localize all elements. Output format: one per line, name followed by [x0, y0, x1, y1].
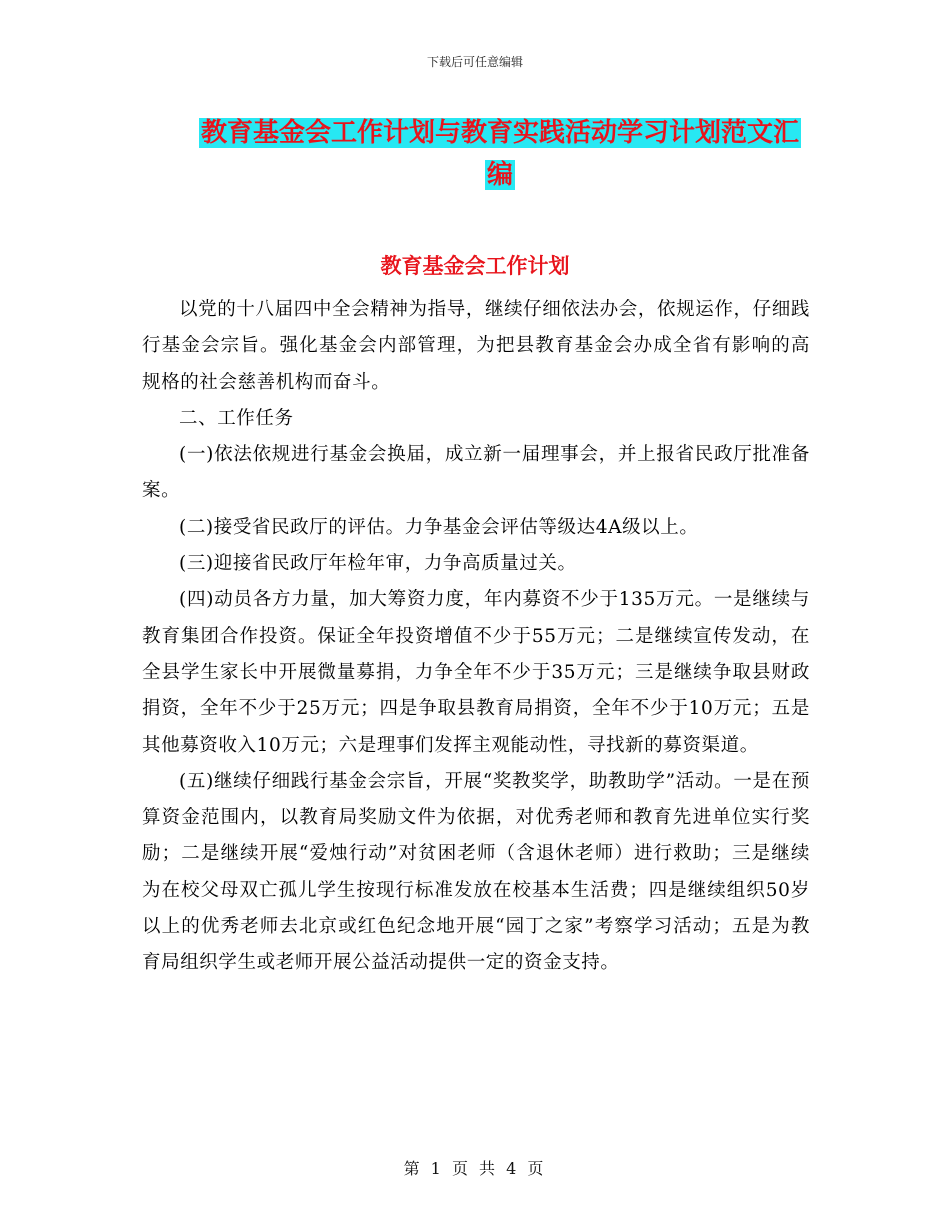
section-title: 教育基金会工作计划 — [380, 254, 570, 278]
paragraph-task-5: (五)继续仔细践行基金会宗旨，开展“奖教奖学，助教助学”活动。一是在预算资金范围内，以教育局奖励文件为依据，对优秀老师和教育先进单位实行奖励；二是继续开展“爱烛行动”对贫困老师（含退休老师）进行救助；三是继续为在校父母双亡孤儿学生按现行标准发放在校基本生活费；四是继续组织50岁以上的优秀老师去北京或红色纪念地开展“园丁之家”考察学习活动；五是为教育局组织学生或老师开展公益活动提供一定的资金支持。 — [142, 770, 810, 974]
title-line-2: 编 — [486, 160, 513, 190]
page-footer: 第 1 页 共 4 页 — [403, 1159, 547, 1178]
paragraph-heading-tasks: 二、工作任务 — [179, 407, 294, 429]
header-note: 下载后可任意编辑 — [426, 55, 523, 69]
paragraph-task-3: (三)迎接省民政厅年检年审，力争高质量过关。 — [179, 553, 577, 575]
title-line-1: 教育基金会工作计划与教育实践活动学习计划范文汇 — [200, 118, 799, 148]
document-body — [142, 292, 810, 982]
paragraph-task-4: (四)动员各方力量，加大筹资力度，年内募资不少于135万元。一是继续与教育集团合作投资。保证全年投资增值不少于55万元；二是继续宣传发动，在全县学生家长中开展微量募捐，力争全年不少于35万元；三是继续争取县财政捐资，全年不少于25万元；四是争取县教育局捐资，全年不少于10万元；五是其他募资收入10万元；六是理事们发挥主观能动性，寻找新的募资渠道。 — [142, 589, 810, 756]
paragraph-task-1: (一)依法依规进行基金会换届，成立新一届理事会，并上报省民政厅批准备案。 — [142, 444, 810, 502]
document-title — [180, 112, 820, 196]
paragraph-task-2: (二)接受省民政厅的评估。力争基金会评估等级达4A级以上。 — [179, 516, 699, 538]
paragraph-guiding-principle: 以党的十八届四中全会精神为指导，继续仔细依法办会，依规运作，仔细践行基金会宗旨。强化基金会内部管理，为把县教育基金会办成全省有影响的高规格的社会慈善机构而奋斗。 — [142, 299, 810, 393]
